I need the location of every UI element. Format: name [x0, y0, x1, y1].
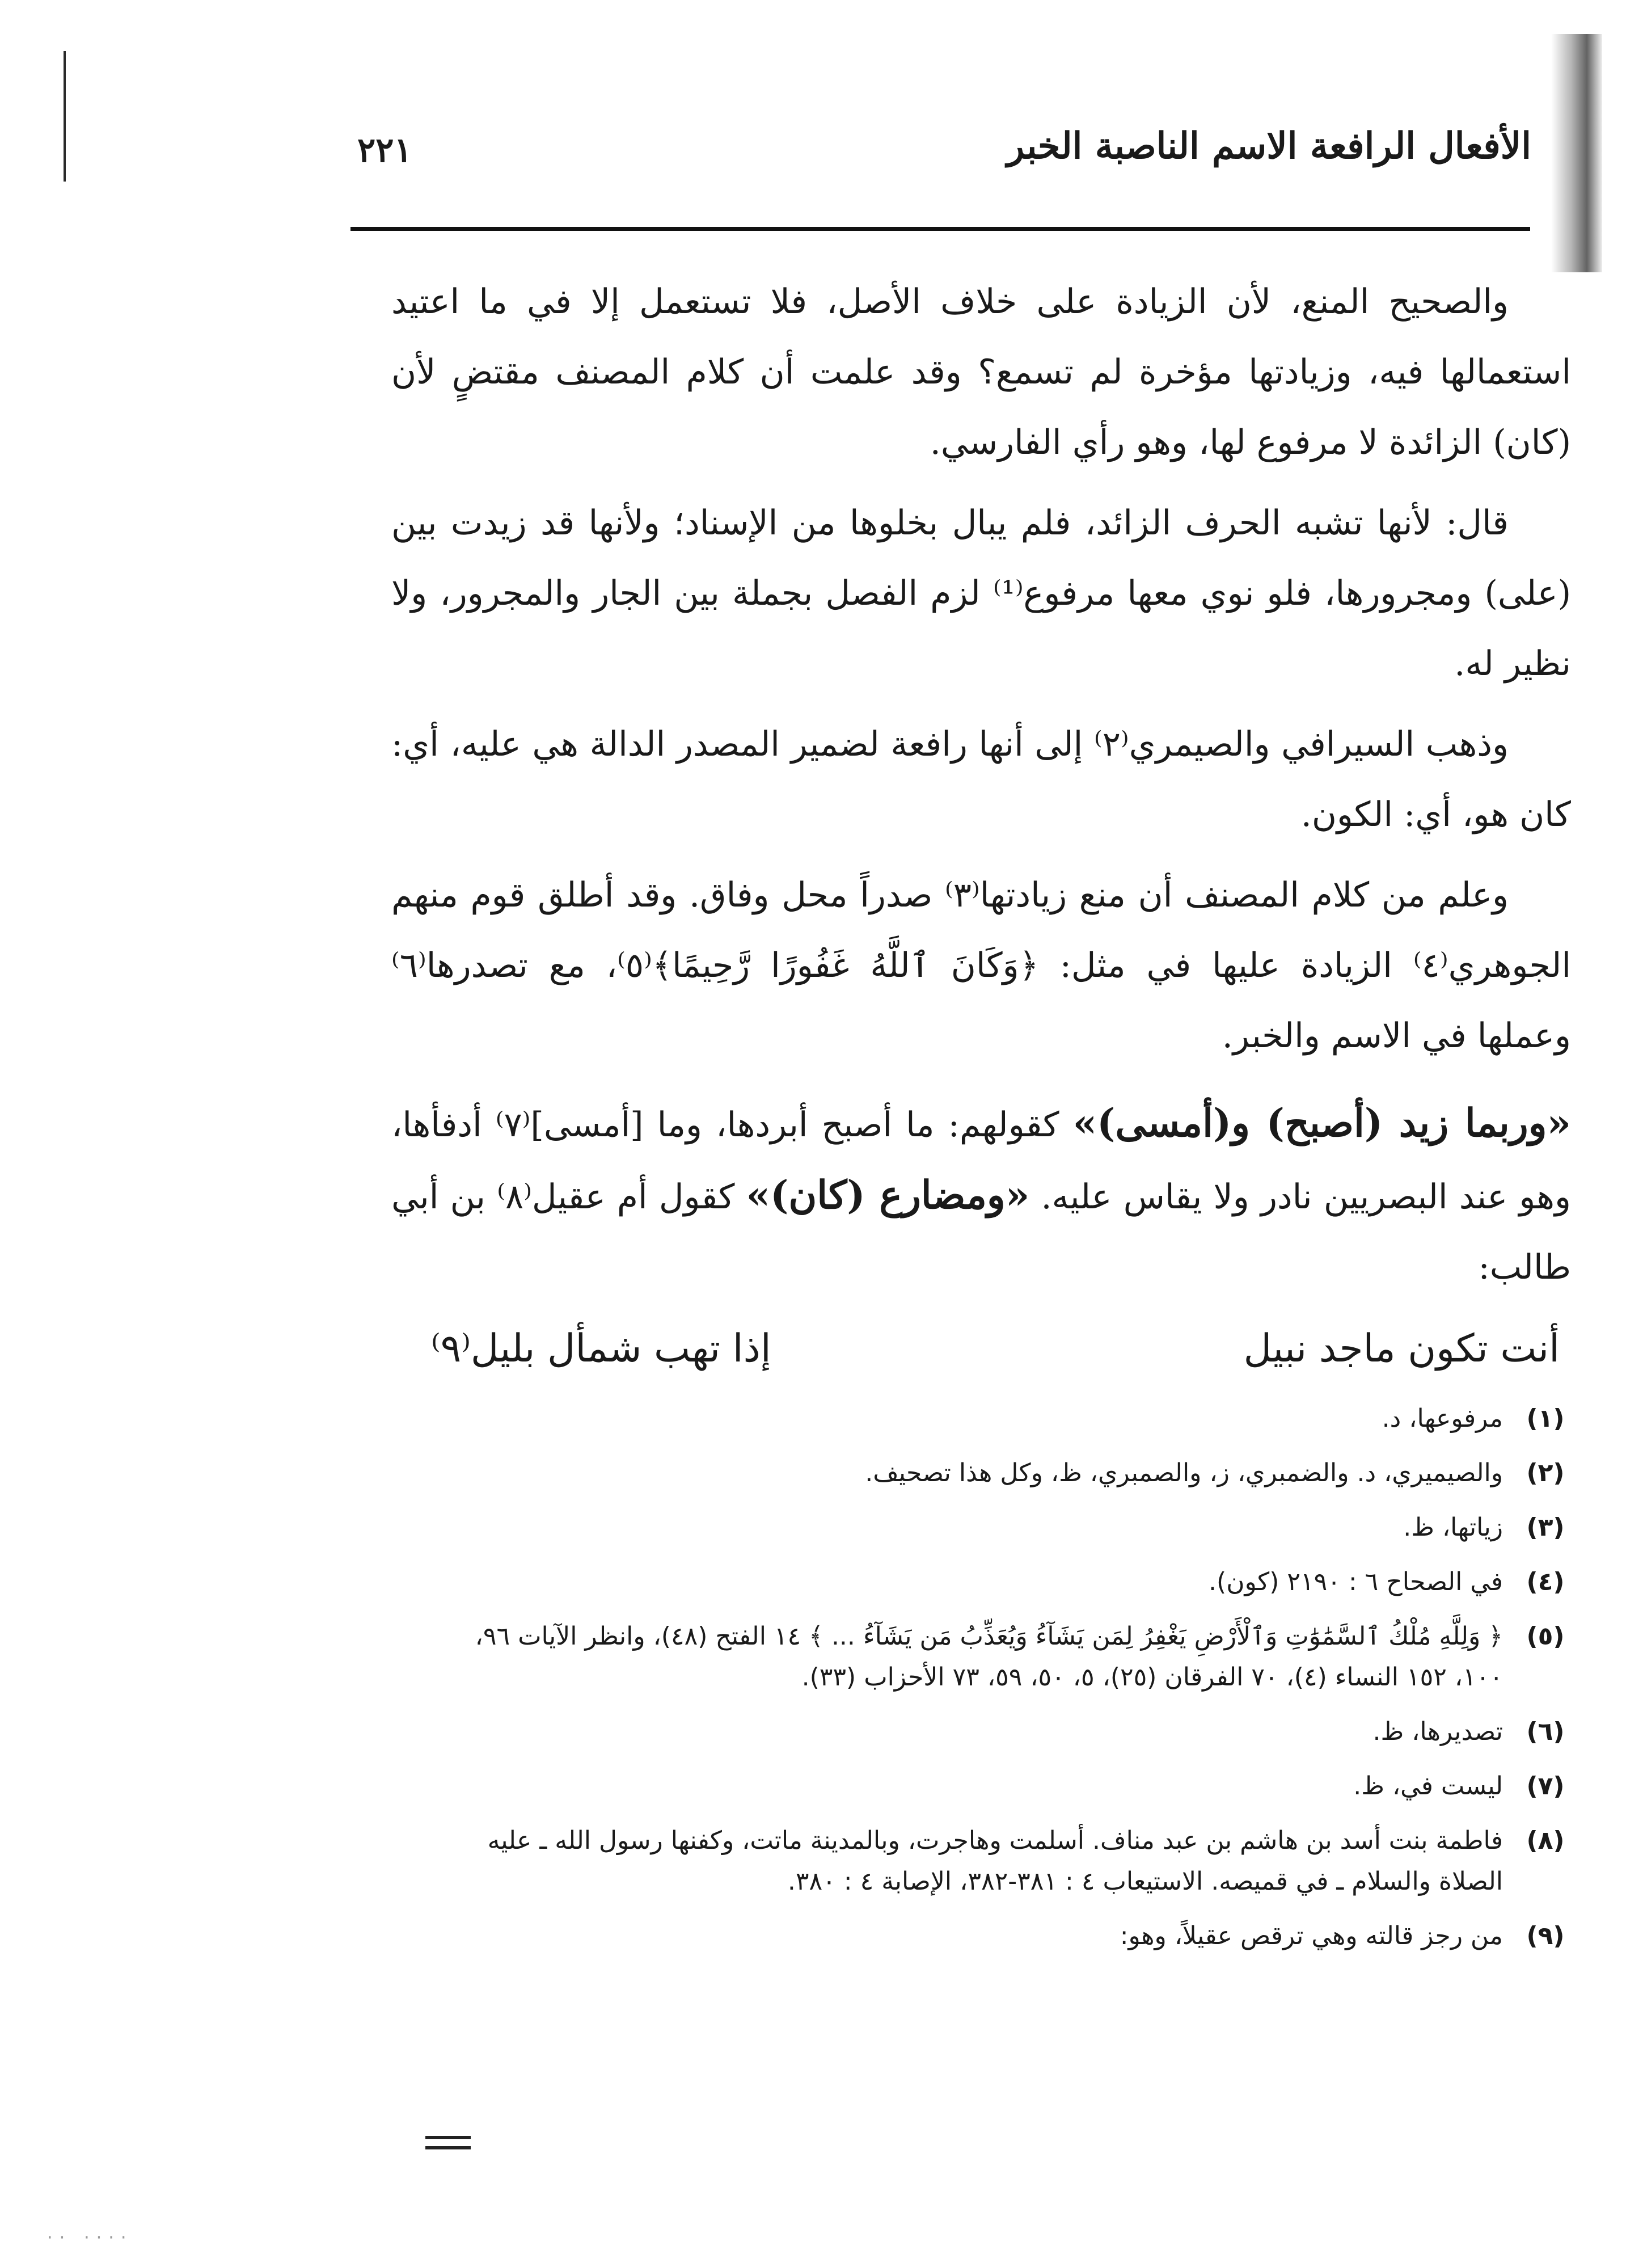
scan-edge-artifact: [64, 51, 66, 182]
footnote: [420, 1507, 1577, 1548]
footnote-number: (٥): [1526, 1622, 1565, 1651]
main-rule-paragraph: [391, 1088, 1571, 1302]
paragraph: قال: لأنها تشبه الحرف الزائد، فلم يبال بخلوها من الإسناد؛ ولأنها قد زيدت بين (على) ومجرورها، فلو نوي معها مرفوع⁽¹⁾ لزم الفصل بجملة بين الجار والمجرور، ولا نظير له.: [391, 503, 1572, 684]
footnote-text: فاطمة بنت أسد بن هاشم بن عبد مناف. أسلمت وهاجرت، وبالمدينة ماتت، وكفنها رسول الله ـ عليه الصلاة والسلام ـ في قميصه. الاستيعاب ٤ : ٣٨١-٣٨٢، الإصابة ٤ : ٣٨٠.: [487, 1826, 1503, 1896]
scan-binding-shadow: [1551, 34, 1602, 272]
footnote-text: مرفوعها، د.: [1382, 1404, 1503, 1433]
footnote-number: (٢): [1526, 1458, 1565, 1487]
paragraph: وذهب السيرافي والصيمري⁽٢⁾ إلى أنها رافعة لضمير المصدر الدالة هي عليه، أي: كان هو، أي: الكون.: [391, 724, 1571, 834]
verse-hemistich: أنت تكون ماجد نبيل: [1243, 1326, 1560, 1371]
footnote-text: والصيميري، د. والضمبري، ز، والصمبري، ظ، وكل هذا تصحيف.: [865, 1458, 1503, 1487]
paragraph: وعلم من كلام المصنف أن منع زيادتها⁽٣⁾ صدراً محل وفاق. وقد أطلق قوم منهم الجوهري⁽٤⁾ الزيادة عليها في مثل: ﴿وَكَانَ ٱللَّهُ غَفُورًا رَّحِيمًا﴾⁽٥⁾، مع تصدرها⁽٦⁾ وعملها في الاسم والخبر.: [391, 875, 1571, 1056]
footnote-text: زياتها، ظ.: [1403, 1513, 1503, 1542]
page-header: [346, 113, 1531, 182]
footnote: [420, 1766, 1577, 1807]
footnote: [420, 1916, 1577, 1957]
scan-noise: ·· ····: [45, 2229, 132, 2246]
footnotes: [420, 1398, 1577, 1970]
verse-hemistich: إذا تهب شمأل بليل⁽٩⁾: [431, 1326, 771, 1371]
footnote-text: ليست في، ظ.: [1353, 1772, 1503, 1801]
footnote-text: ﴿ وَلِلَّهِ مُلْكُ ٱلسَّمَٰوَٰتِ وَٱلْأَرْضِ يَغْفِرُ لِمَن يَشَآءُ وَيُعَذِّبُ مَن يَشَآءُ ... ﴾ ١٤ الفتح (٤٨)، وانظر الآيات ٩٦، ١٠٠، ١٥٢ النساء (٤)، ٧٠ الفرقان (٢٥)، ٥، ٥٠، ٥٩، ٧٣ الأحزاب (٣٣).: [475, 1622, 1503, 1692]
running-title: الأفعال الرافعة الاسم الناصبة الخبر: [1007, 125, 1531, 167]
footnote-text: في الصحاح ٦ : ٢١٩٠ (كون).: [1209, 1567, 1503, 1596]
paragraph: والصحيح المنع، لأن الزيادة على خلاف الأصل، فلا تستعمل إلا في ما اعتيد استعمالها فيه، وزيادتها مؤخرة لم تسمع؟ وقد علمت أن كلام المصنف مقتضٍ لأن (كان) الزائدة لا مرفوع لها، وهو رأي الفارسي.: [391, 282, 1571, 462]
footnote: [420, 1562, 1577, 1603]
footnote: [420, 1820, 1577, 1902]
page-number: ٢٢١: [357, 130, 412, 170]
footnote: [420, 1398, 1577, 1439]
poetry-verse: [391, 1314, 1571, 1384]
footnote: [420, 1711, 1577, 1752]
footnote-number: (١): [1526, 1404, 1565, 1433]
continuation-mark: [425, 2136, 471, 2153]
footnote: [420, 1453, 1577, 1494]
footnote: [420, 1616, 1577, 1698]
footnote-text: من رجز قالته وهي ترقص عقيلاً، وهو:: [1120, 1921, 1503, 1950]
footnote-number: (٣): [1526, 1513, 1565, 1542]
footnote-number: (٧): [1526, 1772, 1565, 1801]
body-text: [391, 267, 1571, 1384]
quoted-rule-text: «ومضارع (كان)»: [746, 1173, 1030, 1218]
footnote-number: (٨): [1526, 1826, 1565, 1855]
footnote-number: (٦): [1526, 1717, 1565, 1746]
footnote-text: تصديرها، ظ.: [1372, 1717, 1503, 1746]
footnote-number: (٤): [1526, 1567, 1565, 1596]
commentary-text: كقول أم عقيل⁽٨⁾ بن أبي طالب:: [391, 1177, 1571, 1287]
commentary-text: كقولهم: ما أصبح أبردها، وما [أمسى]⁽٧⁾ أدفأها، وهو عند البصريين نادر ولا يقاس عليه.: [391, 1105, 1571, 1217]
header-rule: [350, 227, 1530, 231]
footnote-number: (٩): [1526, 1921, 1565, 1950]
quoted-rule-text: «وربما زيد (أصبح) و(أمسى)»: [1072, 1101, 1571, 1146]
